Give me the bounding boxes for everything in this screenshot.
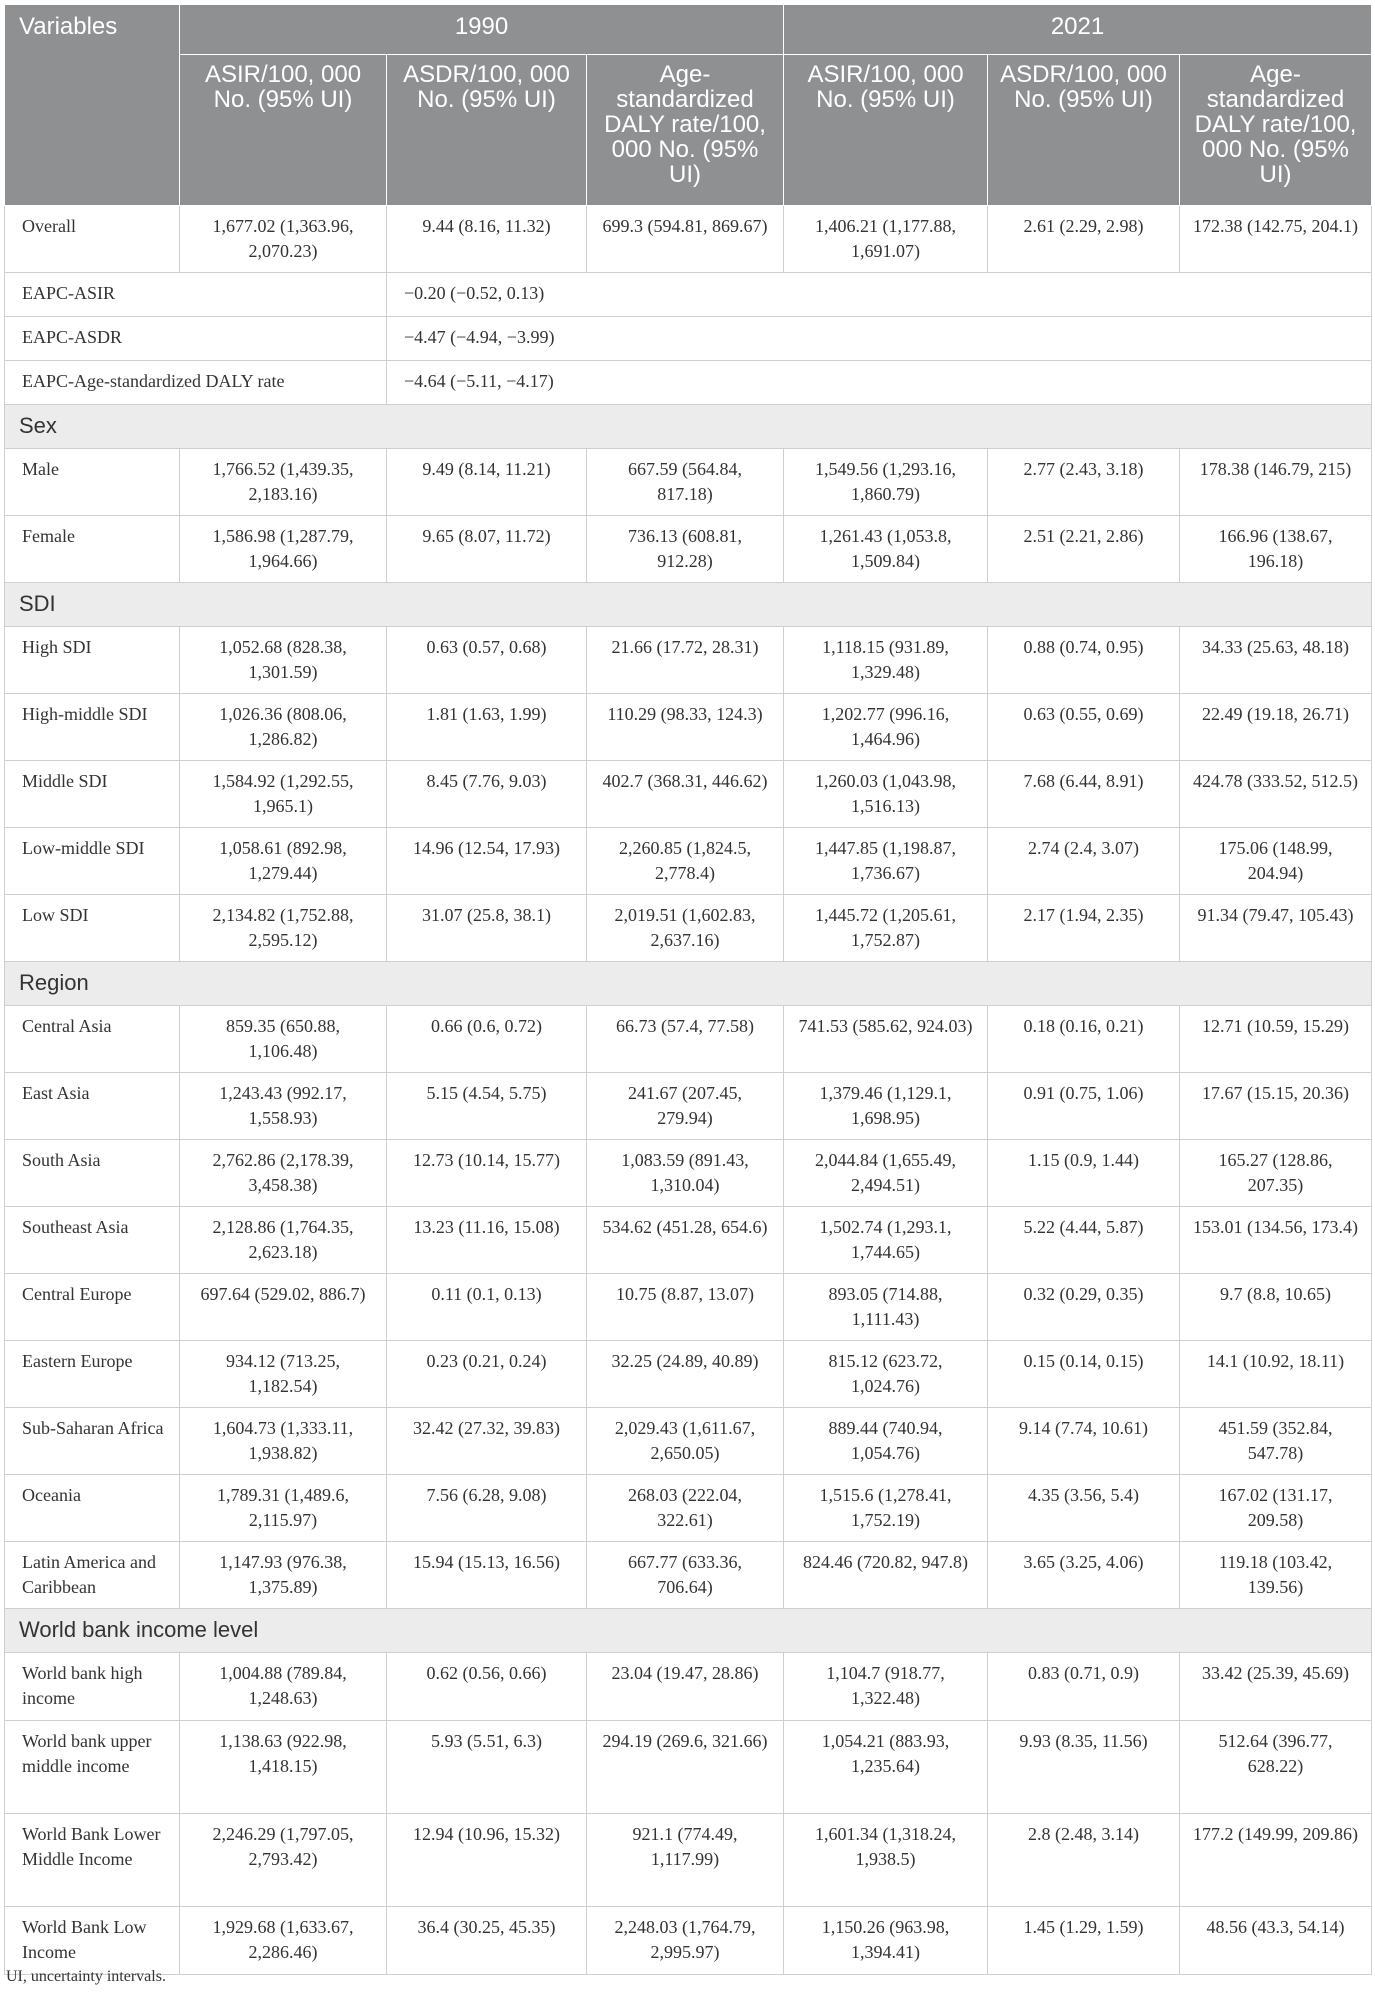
cell-2021-asdr: 2.61 (2.29, 2.98) bbox=[988, 206, 1180, 273]
table-row bbox=[5, 1653, 1372, 1721]
cell-1990-asdr: 5.93 (5.51, 6.3) bbox=[387, 1721, 587, 1814]
cell-2021-daly: 175.06 (148.99, 204.94) bbox=[1180, 828, 1372, 895]
cell-1990-asdr: 9.49 (8.14, 11.21) bbox=[387, 449, 587, 516]
cell-2021-daly: 12.71 (10.59, 15.29) bbox=[1180, 1006, 1372, 1073]
cell-2021-asir: 1,447.85 (1,198.87, 1,736.67) bbox=[784, 828, 988, 895]
cell-2021-asdr: 0.63 (0.55, 0.69) bbox=[988, 694, 1180, 761]
cell-1990-asir: 1,584.92 (1,292.55, 1,965.1) bbox=[180, 761, 387, 828]
cell-eapc-value: −0.20 (−0.52, 0.13) bbox=[387, 273, 1372, 317]
cell-2021-asir: 1,260.03 (1,043.98, 1,516.13) bbox=[784, 761, 988, 828]
cell-1990-asdr: 5.15 (4.54, 5.75) bbox=[387, 1073, 587, 1140]
cell-2021-asir: 1,150.26 (963.98, 1,394.41) bbox=[784, 1907, 988, 1975]
cell-2021-asir: 1,502.74 (1,293.1, 1,744.65) bbox=[784, 1207, 988, 1274]
cell-2021-asir: 1,118.15 (931.89, 1,329.48) bbox=[784, 627, 988, 694]
row-label: Central Europe bbox=[5, 1274, 180, 1341]
section-title: World bank income level bbox=[5, 1609, 1372, 1653]
table-row bbox=[5, 828, 1372, 895]
cell-2021-asir: 1,104.7 (918.77, 1,322.48) bbox=[784, 1653, 988, 1721]
cell-2021-asdr: 0.32 (0.29, 0.35) bbox=[988, 1274, 1180, 1341]
cell-2021-daly: 48.56 (43.3, 54.14) bbox=[1180, 1907, 1372, 1975]
cell-2021-asir: 1,202.77 (996.16, 1,464.96) bbox=[784, 694, 988, 761]
cell-1990-daly: 268.03 (222.04, 322.61) bbox=[587, 1475, 784, 1542]
cell-1990-asir: 1,604.73 (1,333.11, 1,938.82) bbox=[180, 1408, 387, 1475]
row-label: Eastern Europe bbox=[5, 1341, 180, 1408]
header-1990-asir: ASIR/100, 000 No. (95% UI) bbox=[180, 55, 387, 206]
table-row bbox=[5, 1475, 1372, 1542]
row-label: World Bank Low Income bbox=[5, 1907, 180, 1975]
cell-2021-asdr: 0.88 (0.74, 0.95) bbox=[988, 627, 1180, 694]
table-row-eapc-asdr bbox=[5, 317, 1372, 361]
table-row-eapc-daly bbox=[5, 361, 1372, 405]
cell-2021-asdr: 5.22 (4.44, 5.87) bbox=[988, 1207, 1180, 1274]
cell-1990-daly: 1,083.59 (891.43, 1,310.04) bbox=[587, 1140, 784, 1207]
cell-1990-daly: 10.75 (8.87, 13.07) bbox=[587, 1274, 784, 1341]
cell-1990-asdr: 36.4 (30.25, 45.35) bbox=[387, 1907, 587, 1975]
row-label: Central Asia bbox=[5, 1006, 180, 1073]
cell-2021-daly: 512.64 (396.77, 628.22) bbox=[1180, 1721, 1372, 1814]
row-label: High SDI bbox=[5, 627, 180, 694]
cell-1990-daly: 32.25 (24.89, 40.89) bbox=[587, 1341, 784, 1408]
cell-2021-asdr: 2.74 (2.4, 3.07) bbox=[988, 828, 1180, 895]
cell-2021-daly: 166.96 (138.67, 196.18) bbox=[1180, 516, 1372, 583]
cell-1990-daly: 110.29 (98.33, 124.3) bbox=[587, 694, 784, 761]
table-row bbox=[5, 1341, 1372, 1408]
cell-eapc-value: −4.47 (−4.94, −3.99) bbox=[387, 317, 1372, 361]
cell-1990-asdr: 0.11 (0.1, 0.13) bbox=[387, 1274, 587, 1341]
cell-1990-asdr: 14.96 (12.54, 17.93) bbox=[387, 828, 587, 895]
table-header bbox=[5, 5, 1372, 206]
row-label: Latin America and Caribbean bbox=[5, 1542, 180, 1609]
cell-2021-asdr: 2.8 (2.48, 3.14) bbox=[988, 1814, 1180, 1907]
cell-2021-asir: 1,445.72 (1,205.61, 1,752.87) bbox=[784, 895, 988, 962]
cell-2021-daly: 424.78 (333.52, 512.5) bbox=[1180, 761, 1372, 828]
row-label: Female bbox=[5, 516, 180, 583]
table-row bbox=[5, 1140, 1372, 1207]
cell-2021-daly: 91.34 (79.47, 105.43) bbox=[1180, 895, 1372, 962]
cell-1990-daly: 241.67 (207.45, 279.94) bbox=[587, 1073, 784, 1140]
table-row bbox=[5, 1814, 1372, 1907]
cell-1990-daly: 736.13 (608.81, 912.28) bbox=[587, 516, 784, 583]
section-row-sdi bbox=[5, 583, 1372, 627]
section-title: Region bbox=[5, 962, 1372, 1006]
header-2021-asdr: ASDR/100, 000 No. (95% UI) bbox=[988, 55, 1180, 206]
header-1990-daly: Age-standardized DALY rate/100, 000 No. (95% UI) bbox=[587, 55, 784, 206]
cell-1990-asir: 697.64 (529.02, 886.7) bbox=[180, 1274, 387, 1341]
cell-1990-asir: 1,058.61 (892.98, 1,279.44) bbox=[180, 828, 387, 895]
cell-1990-asdr: 1.81 (1.63, 1.99) bbox=[387, 694, 587, 761]
cell-2021-asir: 1,549.56 (1,293.16, 1,860.79) bbox=[784, 449, 988, 516]
cell-1990-asir: 1,243.43 (992.17, 1,558.93) bbox=[180, 1073, 387, 1140]
cell-2021-asdr: 0.91 (0.75, 1.06) bbox=[988, 1073, 1180, 1140]
cell-1990-asdr: 32.42 (27.32, 39.83) bbox=[387, 1408, 587, 1475]
row-label: EAPC-Age-standardized DALY rate bbox=[5, 361, 387, 405]
cell-1990-asir: 1,004.88 (789.84, 1,248.63) bbox=[180, 1653, 387, 1721]
cell-2021-daly: 9.7 (8.8, 10.65) bbox=[1180, 1274, 1372, 1341]
row-label: Male bbox=[5, 449, 180, 516]
table-row bbox=[5, 1721, 1372, 1814]
table-row bbox=[5, 627, 1372, 694]
cell-1990-daly: 2,248.03 (1,764.79, 2,995.97) bbox=[587, 1907, 784, 1975]
cell-2021-asir: 2,044.84 (1,655.49, 2,494.51) bbox=[784, 1140, 988, 1207]
table-row-eapc-asir bbox=[5, 273, 1372, 317]
cell-1990-asdr: 13.23 (11.16, 15.08) bbox=[387, 1207, 587, 1274]
cell-2021-daly: 451.59 (352.84, 547.78) bbox=[1180, 1408, 1372, 1475]
row-label: World bank upper middle income bbox=[5, 1721, 180, 1814]
cell-1990-asir: 1,586.98 (1,287.79, 1,964.66) bbox=[180, 516, 387, 583]
cell-1990-asdr: 0.62 (0.56, 0.66) bbox=[387, 1653, 587, 1721]
section-title: SDI bbox=[5, 583, 1372, 627]
cell-1990-asir: 1,138.63 (922.98, 1,418.15) bbox=[180, 1721, 387, 1814]
cell-2021-asir: 1,515.6 (1,278.41, 1,752.19) bbox=[784, 1475, 988, 1542]
cell-2021-daly: 33.42 (25.39, 45.69) bbox=[1180, 1653, 1372, 1721]
cell-2021-daly: 14.1 (10.92, 18.11) bbox=[1180, 1341, 1372, 1408]
cell-2021-daly: 17.67 (15.15, 20.36) bbox=[1180, 1073, 1372, 1140]
row-label: Oceania bbox=[5, 1475, 180, 1542]
cell-2021-asdr: 3.65 (3.25, 4.06) bbox=[988, 1542, 1180, 1609]
cell-2021-asdr: 4.35 (3.56, 5.4) bbox=[988, 1475, 1180, 1542]
cell-1990-asir: 2,128.86 (1,764.35, 2,623.18) bbox=[180, 1207, 387, 1274]
cell-2021-asir: 1,601.34 (1,318.24, 1,938.5) bbox=[784, 1814, 988, 1907]
cell-2021-asir: 815.12 (623.72, 1,024.76) bbox=[784, 1341, 988, 1408]
cell-2021-asdr: 0.18 (0.16, 0.21) bbox=[988, 1006, 1180, 1073]
cell-1990-asdr: 15.94 (15.13, 16.56) bbox=[387, 1542, 587, 1609]
data-table bbox=[4, 4, 1372, 1975]
row-label: World Bank Lower Middle Income bbox=[5, 1814, 180, 1907]
table-row bbox=[5, 1006, 1372, 1073]
header-variables: Variables bbox=[5, 5, 180, 206]
cell-2021-daly: 172.38 (142.75, 204.1) bbox=[1180, 206, 1372, 273]
cell-1990-asdr: 0.23 (0.21, 0.24) bbox=[387, 1341, 587, 1408]
cell-1990-daly: 2,019.51 (1,602.83, 2,637.16) bbox=[587, 895, 784, 962]
header-1990-asdr: ASDR/100, 000 No. (95% UI) bbox=[387, 55, 587, 206]
row-label: Sub-Saharan Africa bbox=[5, 1408, 180, 1475]
section-row-sex bbox=[5, 405, 1372, 449]
cell-1990-asir: 1,052.68 (828.38, 1,301.59) bbox=[180, 627, 387, 694]
cell-2021-daly: 165.27 (128.86, 207.35) bbox=[1180, 1140, 1372, 1207]
row-label: Low SDI bbox=[5, 895, 180, 962]
cell-1990-daly: 667.77 (633.36, 706.64) bbox=[587, 1542, 784, 1609]
cell-1990-asdr: 7.56 (6.28, 9.08) bbox=[387, 1475, 587, 1542]
table-row bbox=[5, 1907, 1372, 1975]
section-row-income bbox=[5, 1609, 1372, 1653]
section-title: Sex bbox=[5, 405, 1372, 449]
cell-2021-asdr: 9.14 (7.74, 10.61) bbox=[988, 1408, 1180, 1475]
table-row bbox=[5, 694, 1372, 761]
table-body bbox=[5, 206, 1372, 1975]
row-label: East Asia bbox=[5, 1073, 180, 1140]
cell-2021-daly: 167.02 (131.17, 209.58) bbox=[1180, 1475, 1372, 1542]
cell-2021-asdr: 2.77 (2.43, 3.18) bbox=[988, 449, 1180, 516]
cell-2021-asdr: 0.83 (0.71, 0.9) bbox=[988, 1653, 1180, 1721]
cell-1990-asdr: 31.07 (25.8, 38.1) bbox=[387, 895, 587, 962]
cell-1990-asdr: 9.44 (8.16, 11.32) bbox=[387, 206, 587, 273]
cell-1990-asdr: 12.73 (10.14, 15.77) bbox=[387, 1140, 587, 1207]
table-row bbox=[5, 449, 1372, 516]
cell-2021-daly: 177.2 (149.99, 209.86) bbox=[1180, 1814, 1372, 1907]
table-row bbox=[5, 1207, 1372, 1274]
row-label: Southeast Asia bbox=[5, 1207, 180, 1274]
table-row bbox=[5, 516, 1372, 583]
cell-eapc-value: −4.64 (−5.11, −4.17) bbox=[387, 361, 1372, 405]
cell-2021-asir: 741.53 (585.62, 924.03) bbox=[784, 1006, 988, 1073]
cell-1990-asir: 2,762.86 (2,178.39, 3,458.38) bbox=[180, 1140, 387, 1207]
cell-1990-asir: 859.35 (650.88, 1,106.48) bbox=[180, 1006, 387, 1073]
row-label: Overall bbox=[5, 206, 180, 273]
cell-2021-asdr: 2.51 (2.21, 2.86) bbox=[988, 516, 1180, 583]
header-year-2021: 2021 bbox=[784, 5, 1372, 55]
cell-1990-asir: 934.12 (713.25, 1,182.54) bbox=[180, 1341, 387, 1408]
header-2021-daly: Age-standardized DALY rate/100, 000 No. (95% UI) bbox=[1180, 55, 1372, 206]
row-label: EAPC-ASIR bbox=[5, 273, 387, 317]
table-row-overall bbox=[5, 206, 1372, 273]
cell-1990-asir: 2,134.82 (1,752.88, 2,595.12) bbox=[180, 895, 387, 962]
header-2021-asir: ASIR/100, 000 No. (95% UI) bbox=[784, 55, 988, 206]
section-row-region bbox=[5, 962, 1372, 1006]
cell-1990-daly: 2,260.85 (1,824.5, 2,778.4) bbox=[587, 828, 784, 895]
cell-2021-daly: 34.33 (25.63, 48.18) bbox=[1180, 627, 1372, 694]
cell-2021-asir: 1,054.21 (883.93, 1,235.64) bbox=[784, 1721, 988, 1814]
cell-1990-daly: 534.62 (451.28, 654.6) bbox=[587, 1207, 784, 1274]
cell-1990-daly: 23.04 (19.47, 28.86) bbox=[587, 1653, 784, 1721]
cell-2021-asdr: 9.93 (8.35, 11.56) bbox=[988, 1721, 1180, 1814]
cell-1990-daly: 66.73 (57.4, 77.58) bbox=[587, 1006, 784, 1073]
cell-1990-asdr: 9.65 (8.07, 11.72) bbox=[387, 516, 587, 583]
cell-2021-asdr: 1.15 (0.9, 1.44) bbox=[988, 1140, 1180, 1207]
cell-1990-asdr: 12.94 (10.96, 15.32) bbox=[387, 1814, 587, 1907]
table-row bbox=[5, 1408, 1372, 1475]
cell-1990-asir: 1,789.31 (1,489.6, 2,115.97) bbox=[180, 1475, 387, 1542]
cell-1990-daly: 921.1 (774.49, 1,117.99) bbox=[587, 1814, 784, 1907]
cell-2021-asir: 889.44 (740.94, 1,054.76) bbox=[784, 1408, 988, 1475]
cell-1990-asir: 2,246.29 (1,797.05, 2,793.42) bbox=[180, 1814, 387, 1907]
cell-2021-asir: 893.05 (714.88, 1,111.43) bbox=[784, 1274, 988, 1341]
cell-2021-asir: 1,261.43 (1,053.8, 1,509.84) bbox=[784, 516, 988, 583]
table-row bbox=[5, 1542, 1372, 1609]
cell-1990-asir: 1,929.68 (1,633.67, 2,286.46) bbox=[180, 1907, 387, 1975]
cell-2021-asdr: 2.17 (1.94, 2.35) bbox=[988, 895, 1180, 962]
row-label: EAPC-ASDR bbox=[5, 317, 387, 361]
row-label: Middle SDI bbox=[5, 761, 180, 828]
cell-2021-asir: 1,406.21 (1,177.88, 1,691.07) bbox=[784, 206, 988, 273]
cell-1990-asir: 1,677.02 (1,363.96, 2,070.23) bbox=[180, 206, 387, 273]
cell-1990-daly: 21.66 (17.72, 28.31) bbox=[587, 627, 784, 694]
row-label: World bank high income bbox=[5, 1653, 180, 1721]
row-label: Low-middle SDI bbox=[5, 828, 180, 895]
table-row bbox=[5, 1274, 1372, 1341]
cell-1990-asir: 1,766.52 (1,439.35, 2,183.16) bbox=[180, 449, 387, 516]
cell-2021-asdr: 0.15 (0.14, 0.15) bbox=[988, 1341, 1180, 1408]
table-row bbox=[5, 761, 1372, 828]
table-footnote: UI, uncertainty intervals. bbox=[6, 1968, 166, 1985]
cell-2021-daly: 153.01 (134.56, 173.4) bbox=[1180, 1207, 1372, 1274]
cell-2021-daly: 178.38 (146.79, 215) bbox=[1180, 449, 1372, 516]
table-row bbox=[5, 1073, 1372, 1140]
cell-1990-daly: 294.19 (269.6, 321.66) bbox=[587, 1721, 784, 1814]
cell-1990-daly: 699.3 (594.81, 869.67) bbox=[587, 206, 784, 273]
cell-2021-daly: 119.18 (103.42, 139.56) bbox=[1180, 1542, 1372, 1609]
cell-1990-daly: 2,029.43 (1,611.67, 2,650.05) bbox=[587, 1408, 784, 1475]
row-label: South Asia bbox=[5, 1140, 180, 1207]
cell-1990-asir: 1,026.36 (808.06, 1,286.82) bbox=[180, 694, 387, 761]
cell-1990-asdr: 8.45 (7.76, 9.03) bbox=[387, 761, 587, 828]
cell-2021-asir: 824.46 (720.82, 947.8) bbox=[784, 1542, 988, 1609]
cell-1990-asir: 1,147.93 (976.38, 1,375.89) bbox=[180, 1542, 387, 1609]
header-year-1990: 1990 bbox=[180, 5, 784, 55]
cell-1990-daly: 402.7 (368.31, 446.62) bbox=[587, 761, 784, 828]
cell-2021-daly: 22.49 (19.18, 26.71) bbox=[1180, 694, 1372, 761]
data-table-container bbox=[4, 4, 1371, 1975]
cell-1990-daly: 667.59 (564.84, 817.18) bbox=[587, 449, 784, 516]
cell-1990-asdr: 0.63 (0.57, 0.68) bbox=[387, 627, 587, 694]
row-label: High-middle SDI bbox=[5, 694, 180, 761]
table-row bbox=[5, 895, 1372, 962]
cell-2021-asdr: 7.68 (6.44, 8.91) bbox=[988, 761, 1180, 828]
cell-2021-asir: 1,379.46 (1,129.1, 1,698.95) bbox=[784, 1073, 988, 1140]
cell-2021-asdr: 1.45 (1.29, 1.59) bbox=[988, 1907, 1180, 1975]
cell-1990-asdr: 0.66 (0.6, 0.72) bbox=[387, 1006, 587, 1073]
